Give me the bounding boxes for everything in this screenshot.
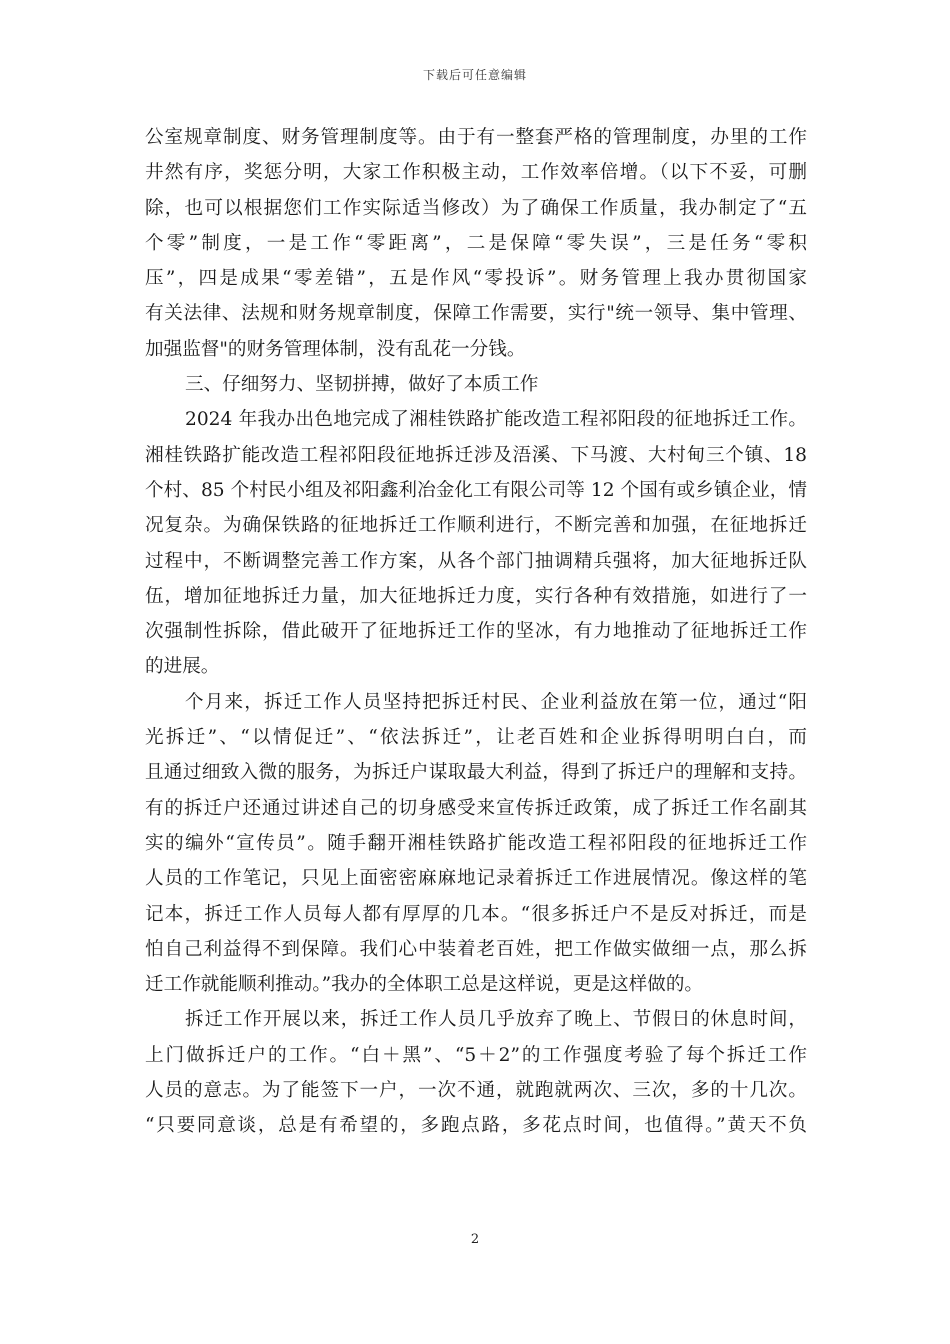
text-line: 除，也可以根据您们工作实际适当修改）为了确保工作质量，我办制定了“五	[145, 197, 807, 219]
text-line: 有的拆迁户还通过讲述自己的切身感受来宣传拆迁政策，成了拆迁工作名副其	[145, 797, 807, 819]
page-header: 下载后可任意编辑	[422, 68, 527, 82]
text-line: 次强制性拆除，借此破开了征地拆迁工作的坚冰，有力地推动了征地拆迁工作	[145, 621, 807, 643]
text-line: 怕自己利益得不到保障。我们心中装着老百姓，把工作做实做细一点，那么拆	[145, 938, 807, 960]
document-body	[145, 124, 807, 1148]
text-line: 井然有序，奖惩分明，大家工作积极主动，工作效率倍增。（以下不妥，可删	[145, 162, 807, 184]
text-line: 伍，增加征地拆迁力量，加大征地拆迁力度，实行各种有效措施，如进行了一	[145, 585, 807, 607]
text-line: 上门做拆迁户的工作。“白＋黑”、“5＋2”的工作强度考验了每个拆迁工作	[145, 1044, 807, 1066]
text-line: 个月来，拆迁工作人员坚持把拆迁村民、企业利益放在第一位，通过“阳	[185, 691, 807, 713]
text-line: 压”，四是成果“零差错”，五是作风“零投诉”。财务管理上我办贯彻国家	[145, 268, 807, 290]
text-line: 人员的工作笔记，只见上面密密麻麻地记录着拆迁工作进展情况。像这样的笔	[145, 868, 807, 890]
text-line: 人员的意志。为了能签下一户，一次不通，就跑就两次、三次，多的十几次。	[145, 1080, 807, 1102]
text-line: 记本，拆迁工作人员每人都有厚厚的几本。“很多拆迁户不是反对拆迁，而是	[145, 903, 807, 925]
text-line: 湘桂铁路扩能改造工程祁阳段征地拆迁涉及浯溪、下马渡、大村甸三个镇、18	[145, 444, 807, 466]
text-line: 公室规章制度、财务管理制度等。由于有一整套严格的管理制度，办里的工作	[145, 127, 807, 148]
text-line: 实的编外“宣传员”。随手翻开湘桂铁路扩能改造工程祁阳段的征地拆迁工作	[145, 832, 807, 854]
text-line: 迁工作就能顺利推动。”我办的全体职工总是这样说，更是这样做的。	[145, 974, 704, 996]
text-line: 过程中，不断调整完善工作方案，从各个部门抽调精兵强将，加大征地拆迁队	[145, 550, 807, 572]
page-number: 2	[470, 1232, 480, 1247]
text-line: 三、仔细努力、坚韧拼搏，做好了本质工作	[185, 374, 539, 396]
text-line: 加强监督"的财务管理体制，没有乱花一分钱。	[145, 338, 526, 360]
text-line: 2024 年我办出色地完成了湘桂铁路扩能改造工程祁阳段的征地拆迁工作。	[185, 409, 807, 431]
text-line: 且通过细致入微的服务，为拆迁户谋取最大利益，得到了拆迁户的理解和支持。	[145, 762, 807, 784]
text-line: 拆迁工作开展以来，拆迁工作人员几乎放弃了晚上、节假日的休息时间，	[185, 1009, 807, 1031]
text-line: 有关法律、法规和财务规章制度，保障工作需要，实行"统一领导、集中管理、	[145, 303, 807, 325]
text-line: 光拆迁”、“以情促迁”、“依法拆迁”，让老百姓和企业拆得明明白白，而	[145, 727, 807, 749]
text-line: “只要同意谈，总是有希望的，多跑点路，多花点时间，也值得。”黄天不负	[145, 1115, 807, 1137]
text-line: 个零”制度，一是工作“零距离”，二是保障“零失误”，三是任务“零积	[145, 232, 807, 254]
text-line: 况复杂。为确保铁路的征地拆迁工作顺利进行，不断完善和加强，在征地拆迁	[145, 515, 807, 537]
text-line: 个村、85 个村民小组及祁阳鑫利冶金化工有限公司等 12 个国有或乡镇企业，情	[145, 479, 807, 501]
text-line: 的进展。	[145, 656, 220, 678]
